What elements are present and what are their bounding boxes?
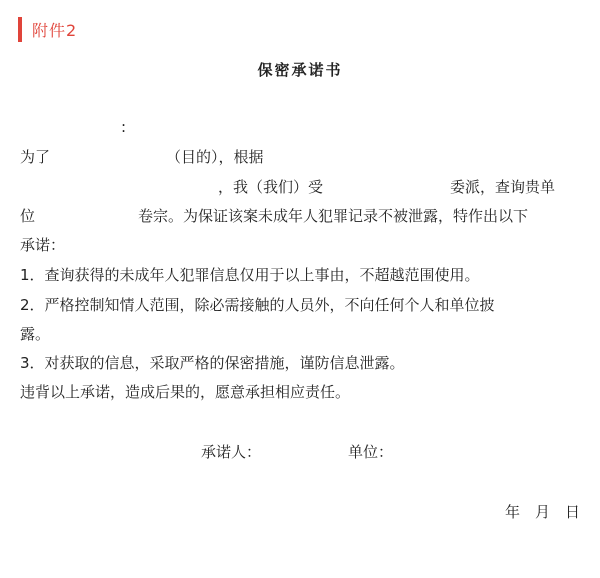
purpose-suffix: （目的），根据 (166, 148, 264, 166)
attachment-label: 附件2 (32, 21, 78, 40)
attachment-header (18, 17, 77, 42)
promise-item-2: 2．严格控制知情人范围，除必需接触的人员外，不向任何个人和单位披 (20, 296, 495, 314)
file-purpose-text: 卷宗。为保证该案未成年人犯罪记录不被泄露，特作出以下 (138, 207, 529, 225)
accent-bar (18, 17, 22, 42)
inquiry-text: 委派，查询贵单 (450, 178, 556, 196)
date-line: 年 月 日 (504, 503, 580, 521)
promise-heading: 承诺： (20, 236, 66, 254)
unit-label: 单位： (348, 443, 394, 461)
promise-item-3: 3．对获取的信息，采取严格的保密措施，谨防信息泄露。 (20, 354, 405, 372)
commission-text: ，我（我们）受 (218, 178, 324, 196)
purpose-prefix: 为了 (20, 148, 51, 166)
closing-statement: 违背以上承诺，造成后果的，愿意承担相应责任。 (20, 383, 351, 401)
promise-item-2-cont: 露。 (20, 325, 51, 343)
unit-word: 位 (20, 207, 36, 225)
promisor-label: 承诺人： (201, 443, 262, 461)
document-title: 保密承诺书 (257, 61, 343, 79)
promise-item-1: 1．查询获得的未成年人犯罪信息仅用于以上事由，不超越范围使用。 (20, 266, 480, 284)
addressee-colon: : (121, 118, 127, 136)
